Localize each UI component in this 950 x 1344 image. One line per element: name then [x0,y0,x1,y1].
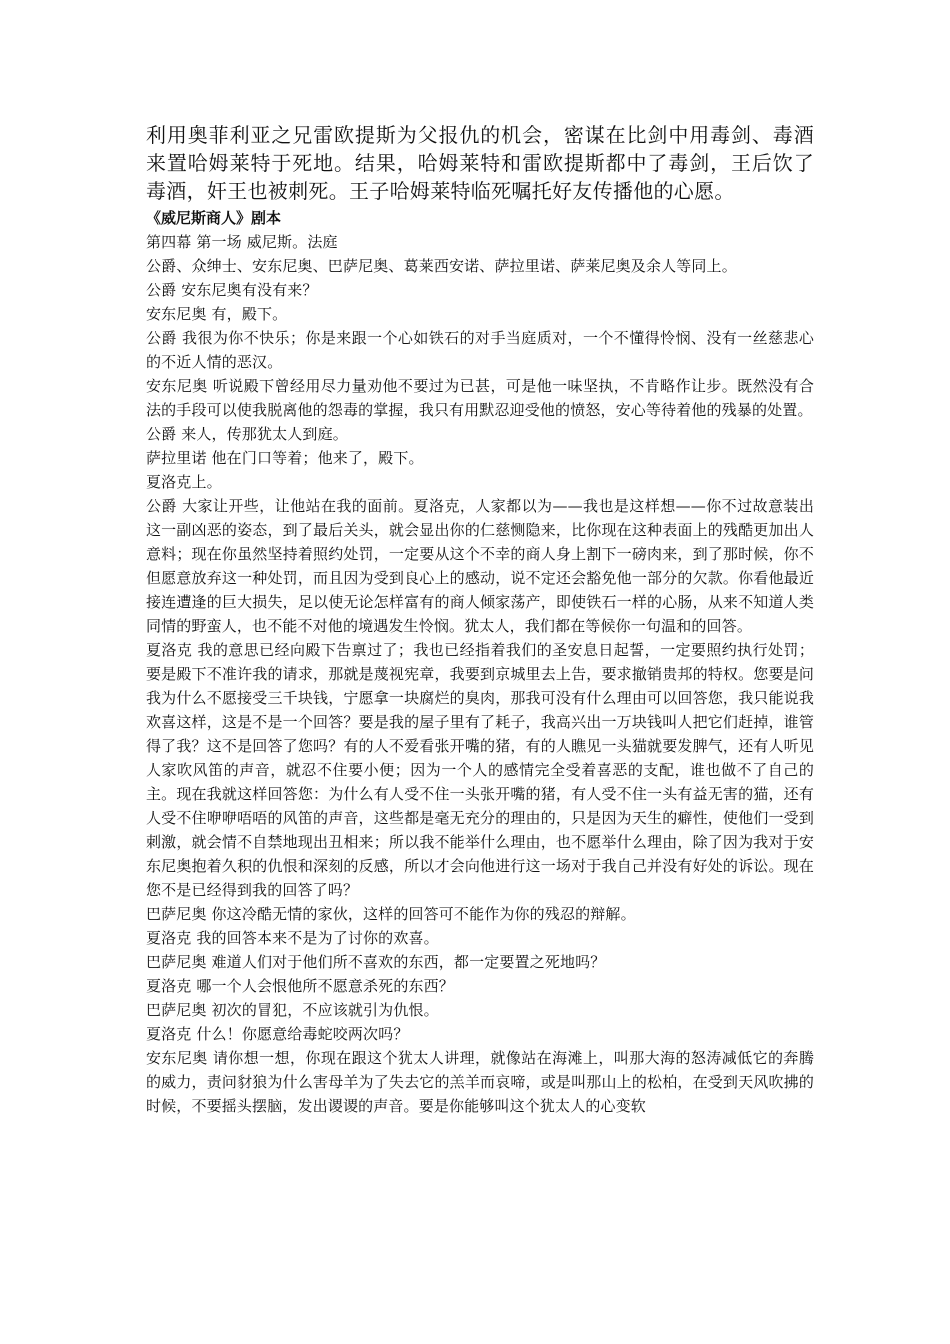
document-page [146,121,814,1118]
script-paragraph: 巴萨尼奥 初次的冒犯，不应该就引为仇恨。 [146,1001,439,1019]
script-paragraph: 公爵 来人，传那犹太人到庭。 [146,425,348,443]
script-paragraph: 夏洛克 什么！你愿意给毒蛇咬两次吗？ [146,1025,409,1043]
script-paragraph: 夏洛克上。 [146,473,222,491]
script-paragraph: 萨拉里诺 他在门口等着；他来了，殿下。 [146,449,424,467]
script-paragraph: 安东尼奥 请你想一想，你现在跟这个犹太人讲理，就像站在海滩上，叫那大海的怒涛减低它的奔腾的威力，责问豺狼为什么害母羊为了失去它的羔羊而哀啼，或是叫那山上的松柏，在受到天风吹拂的时候，不要摇头摆脑，发出谡谡的声音。要是你能够叫这个犹太人的心变软 [146,1049,814,1115]
script-paragraph: 夏洛克 我的回答本来不是为了讨你的欢喜。 [146,929,439,947]
script-paragraph: 公爵 我很为你不快乐；你是来跟一个心如铁石的对手当庭质对，一个不懂得怜悯、没有一丝慈悲心的不近人情的恶汉。 [146,329,814,371]
script-paragraph: 夏洛克 哪一个人会恨他所不愿意杀死的东西？ [146,977,454,995]
script-paragraph: 安东尼奥 听说殿下曾经用尽力量劝他不要过为已甚，可是他一味坚执，不肯略作让步。既然没有合法的手段可以使我脱离他的怨毒的掌握，我只有用默忍迎受他的愤怒，安心等待着他的残暴的处置。 [146,377,814,419]
script-title: 《威尼斯商人》剧本 [146,209,282,227]
script-paragraph: 公爵、众绅士、安东尼奥、巴萨尼奥、葛莱西安诺、萨拉里诺、萨莱尼奥及余人等同上。 [146,257,737,275]
script-paragraph: 公爵 安东尼奥有没有来？ [146,281,318,299]
script-paragraph: 公爵 大家让开些，让他站在我的面前。夏洛克，人家都以为——我也是这样想——你不过故意装出这一副凶恶的姿态，到了最后关头，就会显出你的仁慈恻隐来，比你现在这种表面上的残酷更加出人意料；现在你虽然坚持着照约处罚，一定要从这个不幸的商人身上割下一磅肉来，到了那时候，你不但愿意放弃这一种处罚，而且因为受到良心上的感动，说不定还会豁免他一部分的欠款。你看他最近接连遭逢的巨大损失，足以使无论怎样富有的商人倾家荡产，即使铁石一样的心肠，从来不知道人类同情的野蛮人，也不能不对他的境遇发生怜悯。犹太人，我们都在等候你一句温和的回答。 [146,497,814,635]
script-paragraph: 巴萨尼奥 难道人们对于他们所不喜欢的东西，都一定要置之死地吗？ [146,953,606,971]
script-body [146,230,814,1118]
script-paragraph: 夏洛克 我的意思已经向殿下告禀过了；我也已经指着我们的圣安息日起誓，一定要照约执行处罚；要是殿下不准许我的请求，那就是蔑视宪章，我要到京城里去上告，要求撤销贵邦的特权。您要是问我为什么不愿接受三千块钱，宁愿拿一块腐烂的臭肉，那我可没有什么理由可以回答您，我只能说我欢喜这样，这是不是一个回答？要是我的屋子里有了耗子，我高兴出一万块钱叫人把它们赶掉，谁管得了我？这不是回答了您吗？有的人不爱看张开嘴的猪，有的人瞧见一头猫就要发脾气，还有人听见人家吹风笛的声音，就忍不住要小便；因为一个人的感情完全受着喜恶的支配，谁也做不了自己的主。现在我就这样回答您：为什么有人受不住一头张开嘴的猪，有人受不住一头有益无害的猫，还有人受不住咿咿唔唔的风笛的声音，这些都是毫无充分的理由的，只是因为天生的癖性，使他们一受到刺激，就会情不自禁地现出丑相来；所以我不能举什么理由，也不愿举什么理由，除了因为我对于安东尼奥抱着久积的仇恨和深刻的反感，所以才会向他进行这一场对于我自己并没有好处的诉讼。现在您不是已经得到我的回答了吗？ [146,641,814,899]
script-paragraph: 第四幕 第一场 威尼斯。法庭 [146,233,338,251]
intro-paragraph: 利用奥菲利亚之兄雷欧提斯为父报仇的机会，密谋在比剑中用毒剑、毒酒来置哈姆莱特于死地。结果，哈姆莱特和雷欧提斯都中了毒剑，王后饮了毒酒，奸王也被刺死。王子哈姆莱特临死嘱托好友传播他的心愿。 [146,123,814,203]
script-paragraph: 巴萨尼奥 你这冷酷无情的家伙，这样的回答可不能作为你的残忍的辩解。 [146,905,636,923]
script-paragraph: 安东尼奥 有，殿下。 [146,305,288,323]
